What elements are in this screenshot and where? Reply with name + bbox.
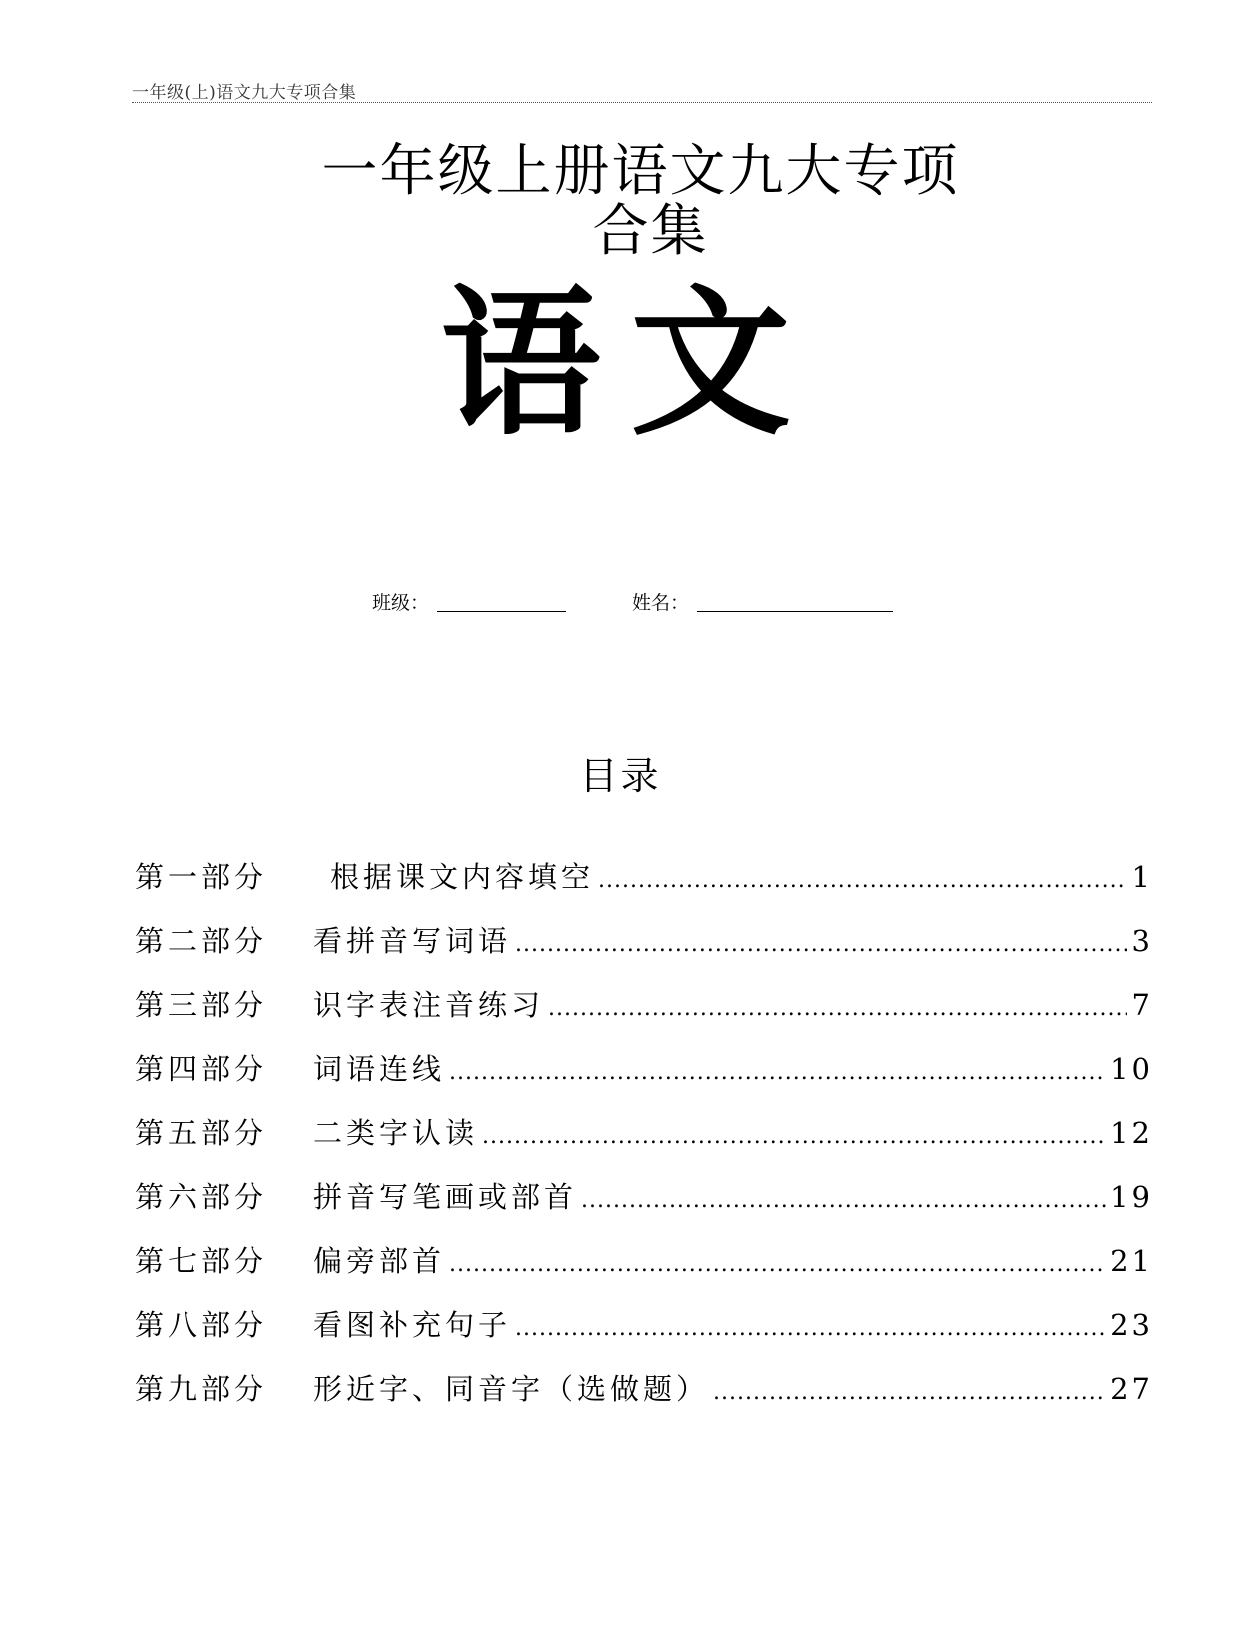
toc-page-number: 27	[1110, 1372, 1153, 1406]
toc-item-9[interactable]	[135, 1367, 1153, 1431]
toc-item-7[interactable]	[135, 1239, 1153, 1303]
toc-part-label: 第二部分	[135, 924, 268, 958]
toc-title: 二类字认读	[313, 1116, 479, 1150]
cover-title-line1: 一年级上册语文九大专项	[321, 139, 960, 204]
running-header	[132, 76, 1152, 103]
toc-title: 识字表注音练习	[313, 988, 545, 1022]
name-label: 姓名：	[632, 592, 690, 614]
toc-title: 词语连线	[313, 1052, 446, 1086]
class-label: 班级：	[372, 592, 430, 614]
cover-title	[0, 139, 1241, 264]
toc-part-label: 第三部分	[135, 988, 268, 1022]
toc-item-2[interactable]	[135, 919, 1153, 983]
running-header-title: 一年级(上)语文九大专项合集	[132, 83, 357, 103]
toc-part-label: 第八部分	[135, 1308, 268, 1342]
toc-title: 偏旁部首	[313, 1244, 446, 1278]
toc-item-4[interactable]	[135, 1047, 1153, 1111]
toc-part-label: 第一部分	[135, 860, 268, 894]
class-blank[interactable]	[437, 611, 566, 612]
toc-leader-dots	[482, 1124, 1106, 1149]
toc-part-label: 第九部分	[135, 1372, 268, 1406]
subject-title: 语文	[440, 269, 821, 457]
student-info-row	[0, 585, 1241, 615]
toc-page-number: 10	[1110, 1052, 1153, 1086]
toc-page-number: 12	[1110, 1116, 1153, 1150]
toc-page-number: 23	[1110, 1308, 1153, 1342]
toc-page-number: 7	[1131, 988, 1153, 1022]
toc-leader-dots	[713, 1380, 1106, 1405]
toc-leader-dots	[515, 932, 1127, 957]
toc-page-number: 1	[1131, 860, 1153, 894]
toc-part-label: 第七部分	[135, 1244, 268, 1278]
toc-title: 看图补充句子	[313, 1308, 512, 1342]
toc-part-label: 第四部分	[135, 1052, 268, 1086]
toc-title: 拼音写笔画或部首	[313, 1180, 578, 1214]
toc-item-6[interactable]	[135, 1175, 1153, 1239]
toc-title: 看拼音写词语	[313, 924, 512, 958]
toc-leader-dots	[548, 996, 1127, 1021]
toc-leader-dots	[449, 1252, 1106, 1277]
toc-leader-dots	[598, 868, 1127, 893]
toc-item-8[interactable]	[135, 1303, 1153, 1367]
toc-page-number: 19	[1110, 1180, 1153, 1214]
toc-part-label: 第五部分	[135, 1116, 268, 1150]
toc-leader-dots	[449, 1060, 1106, 1085]
toc-leader-dots	[515, 1316, 1106, 1341]
toc-leader-dots	[581, 1188, 1106, 1213]
cover-title-line2: 合集	[592, 199, 709, 264]
name-blank[interactable]	[697, 611, 893, 612]
toc-title: 形近字、同音字（选做题）	[313, 1372, 710, 1406]
toc-item-3[interactable]	[135, 983, 1153, 1047]
toc-part-label: 第六部分	[135, 1180, 268, 1214]
table-of-contents	[135, 855, 1153, 1431]
toc-page-number: 21	[1110, 1244, 1153, 1278]
toc-title: 根据课文内容填空	[330, 860, 595, 894]
toc-heading: 目录	[579, 754, 662, 798]
toc-item-1[interactable]	[135, 855, 1153, 919]
toc-page-number: 3	[1131, 924, 1153, 958]
toc-item-5[interactable]	[135, 1111, 1153, 1175]
